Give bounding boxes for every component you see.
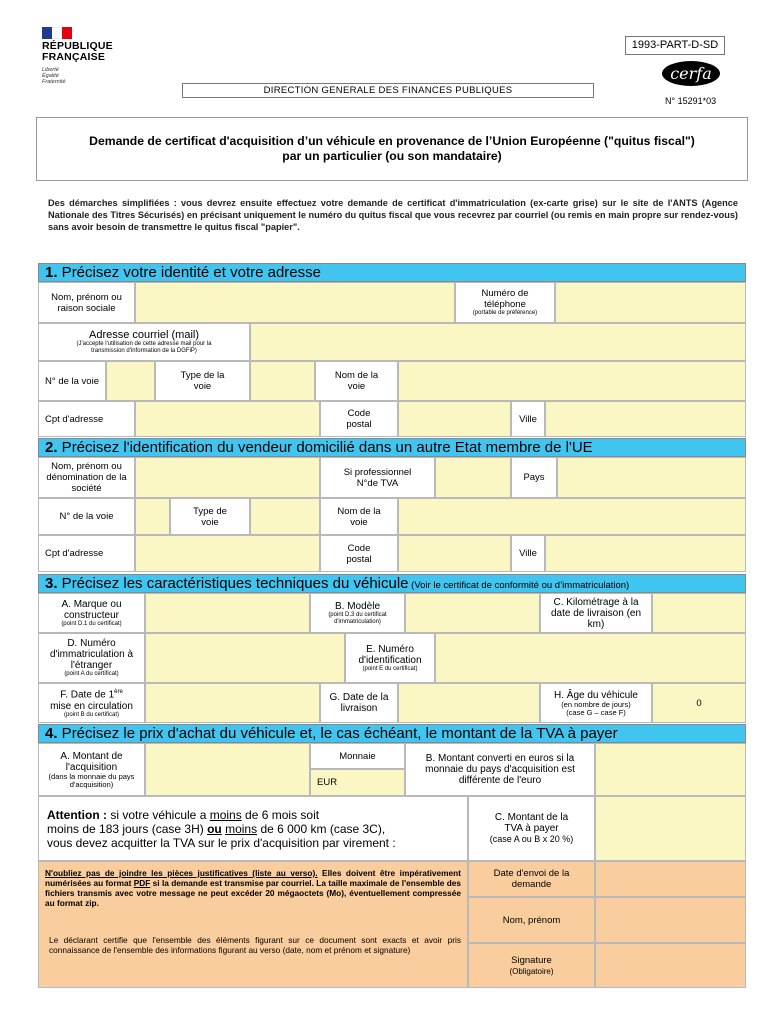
s1-telephone-input[interactable] [555,282,746,323]
s1-voie-nom-input[interactable] [398,361,746,401]
s1-ville-input[interactable] [545,401,746,437]
s2-nom-label: Nom, prénom ou dénomination de la société [38,457,135,498]
s2-tva-input[interactable] [435,457,511,498]
s4-b-label-text: B. Montant converti en euros si la monnaie du pays d'acquisition est différente de l'euro [425,753,575,786]
s4-nom-prenom-label: Nom, prénom [468,897,595,943]
cerfa-logo: cerfa [662,61,720,86]
s2-tva-label [320,457,435,498]
section-4-header [38,724,746,743]
s3-b-label-text: B. Modèle [334,600,381,612]
s1-telephone-label-text: Numéro de téléphone [481,288,529,310]
s2-code-postal-label [320,535,398,572]
section-3-header [38,574,746,593]
intro-text: Des démarches simplifiées : vous devrez ensuite effectuez votre demande de certificat d'immatriculation (ex-carte grise) sur le site de l'ANTS (Agence Nationale des Titres Sécurisés) en précisant uniquement le numéro du quitus fiscal que vous recevrez par courriel (ou remis en main propre sur rendez-vous) sans avoir besoin de transmettre le quitus fiscal "papier". [48,198,738,232]
s2-voie-nom-text: Nom de la voie [337,505,381,528]
devise-egalite: Égalité [42,73,59,79]
s2-voie-num-label: N° de la voie [38,498,135,535]
s2-pays-label: Pays [511,457,557,498]
section-2-header [38,438,746,457]
s1-telephone-label [455,282,555,323]
devise-text [42,67,66,85]
section-3-title: Précisez les caractéristiques techniques du véhicule [57,575,409,592]
s3-d-note: (point A du certificat) [64,671,119,677]
s1-telephone-note: (portable de préférence) [472,310,538,316]
s4-c-label [468,796,595,861]
s3-f-label-post: mise en circulation [50,700,133,712]
form-title [36,117,748,181]
s2-voie-num-input[interactable] [135,498,170,535]
s4-b-label [405,743,595,796]
form-title-line2: par un particulier (ou son mandataire) [282,149,502,163]
s4-attention-ou: ou [207,821,222,836]
cerfa-number: N° 15291*03 [665,96,717,106]
s3-b-input[interactable] [405,593,540,633]
s1-cpt-label: Cpt d'adresse [38,401,135,437]
s3-h-value[interactable]: 0 [652,683,746,723]
s4-attention-part2: de 6 mois soit [241,807,320,822]
s2-voie-type-input[interactable] [250,498,320,535]
s1-voie-num-input[interactable] [106,361,155,401]
republique-francaise-wordmark [42,41,113,63]
direction-title: DIRECTION GENERALE DES FINANCES PUBLIQUES [182,83,594,98]
s3-h-note1: (en nombre de jours) [561,699,631,709]
s4-date-envoi-label [468,861,595,897]
s2-ville-label: Ville [511,535,545,572]
s4-date-envoi-input[interactable] [595,861,746,897]
s3-f-label-sup: ère [114,689,123,696]
s1-mail-label-text: Adresse courriel (mail) [88,329,200,341]
s4-a-label [38,743,145,796]
s4-monnaie-label: Monnaie [310,743,405,769]
s4-attention-moins2: moins [225,821,258,836]
francaise-text: FRANÇAISE [42,51,106,63]
s2-ville-input[interactable] [545,535,746,572]
s4-pj-pdf: PDF [133,878,151,888]
s3-a-label-text: A. Marque ou constructeur [61,598,122,621]
s4-attention-moins1: moins [209,807,242,822]
s4-attention-part3: moins de 183 jours (case 3H) [47,821,208,836]
s3-g-label-text: G. Date de la livraison [329,692,389,714]
republique-francaise-flag-logo [42,27,72,39]
s2-nom-input[interactable] [135,457,320,498]
s4-signature-text: Signature [511,954,552,966]
s4-attention-line2 [47,822,396,836]
s2-voie-nom-input[interactable] [398,498,746,535]
s4-pj-text2: si la demande est transmise par courriel. La taille maximale de l'ensemble des fichiers transmis avec votre message ne peut excéder 20 mégaoctets (Mo), éventuellement compressée au format zip. [45,878,462,908]
s3-e-note: (point E du certificat) [362,665,418,672]
s3-c-label [540,593,652,633]
s4-attention-line1 [47,808,396,822]
s4-pj-text1: Elles doivent être impérativement numérisées au format [45,868,461,888]
s1-voie-num-label: N° de la voie [38,361,106,401]
s2-voie-type-label [170,498,250,535]
s4-a-label-text: A. Montant de l'acquisition [60,750,123,773]
s1-nom-label: Nom, prénom ou raison sociale [38,282,135,323]
s4-signature-input[interactable] [595,943,746,988]
s3-a-input[interactable] [145,593,310,633]
s4-attention-bold: Attention : [47,807,107,822]
s3-f-label-pre: F. Date de 1 [60,689,115,701]
s4-attention-part1: si votre véhicule a [106,807,210,822]
s4-signature-note: (Obligatoire) [509,966,554,976]
s3-f-input[interactable] [145,683,320,723]
s4-nom-prenom-input[interactable] [595,897,746,943]
s4-c-input[interactable] [595,796,746,861]
s1-code-postal-text: Code postal [346,408,372,430]
s3-f-label [38,683,145,723]
s3-d-input[interactable] [145,633,345,683]
s1-voie-nom-label [315,361,398,401]
s2-voie-nom-label [320,498,398,535]
section-1-title: Précisez votre identité et votre adresse [57,264,321,281]
s3-a-note: (point D.1 du certificat) [61,620,122,627]
s1-cpt-input[interactable] [135,401,320,437]
s4-signature-label [468,943,595,988]
s4-monnaie-value[interactable]: EUR [310,769,405,796]
republique-text: RÉPUBLIQUE [42,40,113,52]
s3-b-label [310,593,405,633]
s4-attention-part4: de 6 000 km (case 3C), [257,821,386,836]
s1-voie-type-text: Type de la voie [180,370,225,392]
form-reference: 1993-PART-D-SD [625,36,725,55]
s1-code-postal-label [320,401,398,437]
s4-b-input[interactable] [595,743,746,796]
s3-g-input[interactable] [398,683,540,723]
s4-c-label-text: C. Montant de la TVA à payer [494,812,569,834]
s3-f-label-text [60,687,123,700]
s2-cpt-label: Cpt d'adresse [38,535,135,572]
s4-a-input[interactable] [145,743,310,796]
s3-c-label-text: C. Kilométrage à la date de livraison (en km) [550,596,642,630]
s1-mail-input[interactable] [250,323,746,361]
s4-attention [38,796,468,861]
s3-d-label-text: D. Numéro d'immatriculation à l'étranger [49,638,134,671]
s3-d-label [38,633,145,683]
section-1-number: 1. [45,264,58,281]
s3-e-label-text: E. Numéro d'identification [358,643,422,666]
flag-blue-stripe [42,27,52,39]
s3-h-note2: (case G – case F) [566,707,626,717]
section-4-number: 4. [45,725,58,742]
flag-red-stripe [62,27,72,39]
s2-tva-text: Si professionnel N°de TVA [343,466,412,489]
s1-voie-nom-text: Nom de la voie [334,370,379,392]
section-3-subtitle: (Voir le certificat de conformité ou d’immatriculation) [408,580,630,591]
s3-e-label [345,633,435,683]
s1-mail-note: (J'accepte l'utilisation de cette adresse mail pour la transmission d'information de la DGFiP) [76,341,212,354]
s2-code-postal-input[interactable] [398,535,511,572]
s1-voie-type-label [155,361,250,401]
section-4-title: Précisez le prix d'achat du véhicule et, le cas échéant, le montant de la TVA à payer [57,725,618,742]
s3-h-label-text: H. Âge du véhicule [554,689,638,701]
form-title-line1: Demande de certificat d'acquisition d’un véhicule en provenance de l’Union Européenne ("quitus fiscal") [89,134,695,148]
section-2-title: Précisez l'identification du vendeur domicilié dans un autre Etat membre de l'UE [57,439,593,456]
s3-a-label [38,593,145,633]
s3-b-note: (point D.3 du certificat d'immatriculation) [328,611,387,625]
section-1-header [38,263,746,282]
devise-liberte: Liberté [42,67,59,73]
s2-code-postal-text: Code postal [346,542,372,565]
s2-cpt-input[interactable] [135,535,320,572]
s1-ville-label: Ville [511,401,545,437]
s2-voie-type-text: Type de voie [193,505,227,528]
s3-c-input[interactable] [652,593,746,633]
s3-g-label [320,683,398,723]
devise-fraternite: Fraternité [42,79,66,85]
s3-f-note: (point B du certificat) [63,711,120,718]
s1-nom-input[interactable] [135,282,455,323]
s3-h-label [540,683,652,723]
s1-voie-type-input[interactable] [250,361,315,401]
s2-pays-input[interactable] [557,457,746,498]
s4-c-note: (case A ou B x 20 %) [489,834,574,844]
section-2-number: 2. [45,439,58,456]
s4-pj-underline: N'oubliez pas de joindre les pièces justificatives (liste au verso). [45,868,318,878]
s4-attention-line3: vous devez acquitter la TVA sur le prix d'acquisition par virement : [47,835,396,850]
s4-declaration: Le déclarant certifie que l'ensemble des éléments figurant sur ce document sont exacts et avoir pris connaissance de l'ensemble des informations figurant au verso (date, nom et prénom et signature) [49,935,461,955]
s4-date-envoi-text: Date d'envoi de la demande [493,868,570,890]
section-3-number: 3. [45,575,58,592]
s4-a-note: (dans la monnaie du pays d'acquisition) [48,771,135,789]
s1-code-postal-input[interactable] [398,401,511,437]
s1-mail-label [38,323,250,361]
s3-e-input[interactable] [435,633,746,683]
flag-white-stripe [52,27,62,39]
